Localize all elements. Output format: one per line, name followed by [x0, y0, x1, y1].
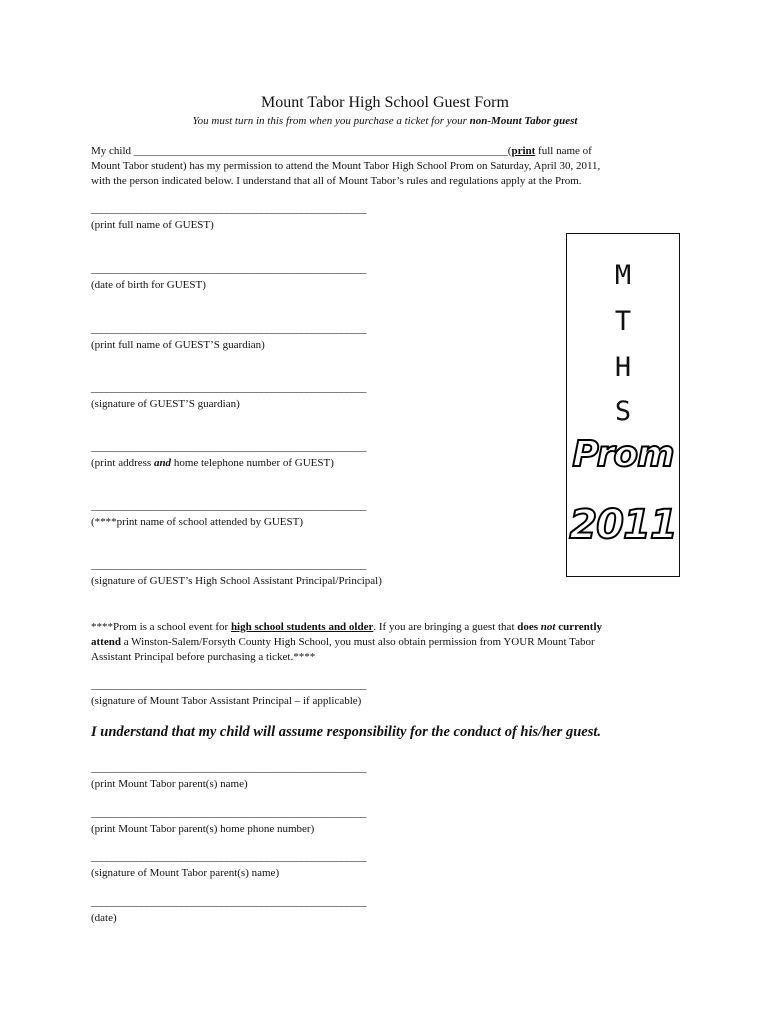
subtitle-emphasis: non-Mount Tabor guest [469, 115, 578, 127]
guardian-name-line[interactable]: _______________________________________________________ [91, 323, 366, 335]
mths-letter-s: S [614, 396, 632, 427]
guest-address-label [91, 457, 334, 469]
notice-bold-italic: not [540, 621, 556, 633]
permission-line-3: with the person indicated below. I understand that all of Mount Tabor’s rules and regulations apply at the Prom. [91, 175, 582, 187]
parent-phone-label: (print Mount Tabor parent(s) home phone number) [91, 823, 315, 835]
form-subtitle [0, 115, 770, 127]
guest-principal-signature-line[interactable]: _______________________________________________________ [91, 559, 366, 571]
address-label-and: and [153, 457, 172, 469]
notice-text: ****Prom is a school event for [91, 621, 231, 633]
mths-prom-2011-box [566, 233, 680, 577]
ap-signature-line[interactable]: _______________________________________________________ [91, 679, 366, 691]
permission-paragraph [91, 144, 691, 189]
permission-line-1-end: full name of [535, 145, 592, 157]
guardian-signature-label: (signature of GUEST’S guardian) [91, 398, 240, 410]
address-label-start: (print address [91, 457, 154, 469]
guest-name-label: (print full name of GUEST) [91, 219, 214, 231]
notice-bold-1: does [517, 621, 541, 633]
subtitle-text: You must turn in this from when you purchase a ticket for your [192, 115, 467, 127]
parent-name-label: (print Mount Tabor parent(s) name) [91, 778, 248, 790]
address-label-end: home telephone number of GUEST) [171, 457, 334, 469]
date-label: (date) [91, 912, 117, 924]
guest-address-line[interactable]: _______________________________________________________ [91, 441, 366, 453]
guardian-signature-line[interactable]: _______________________________________________________ [91, 382, 366, 394]
parent-signature-label: (signature of Mount Tabor parent(s) name) [91, 867, 280, 879]
permission-line-1 [91, 144, 691, 159]
permission-line-2: Mount Tabor student) has my permission to attend the Mount Tabor High School Prom on Saturday, April 30, 2011, [91, 160, 601, 172]
notice-attend: attend [91, 636, 121, 648]
responsibility-statement: I understand that my child will assume responsibility for the conduct of his/her guest. [91, 724, 601, 740]
guest-dob-label: (date of birth for GUEST) [91, 279, 206, 291]
parent-phone-line[interactable]: _______________________________________________________ [91, 807, 366, 819]
guest-school-line[interactable]: _______________________________________________________ [91, 500, 366, 512]
notice-line-2-rest: a Winston-Salem/Forsyth County High School, you must also obtain permission from YOUR Mount Tabor [120, 636, 595, 648]
mths-letter-m: M [614, 260, 632, 291]
guest-dob-line[interactable]: _______________________________________________________ [91, 263, 366, 275]
parent-signature-line[interactable]: _______________________________________________________ [91, 851, 366, 863]
guest-school-label: (****print name of school attended by GUEST) [91, 516, 304, 528]
guest-name-line[interactable]: _______________________________________________________ [91, 203, 366, 215]
print-emphasis: print [511, 145, 536, 157]
guest-eligibility-notice [91, 620, 691, 665]
date-line[interactable]: _______________________________________________________ [91, 896, 366, 908]
mths-letter-t: T [614, 306, 632, 337]
notice-underline: high school students and older [230, 621, 374, 633]
mths-letter-h: H [614, 352, 632, 383]
guest-principal-signature-label: (signature of GUEST’s High School Assistant Principal/Principal) [91, 575, 382, 587]
notice-bold-2: currently [555, 621, 603, 633]
notice-line-2 [91, 635, 691, 650]
form-title: Mount Tabor High School Guest Form [261, 94, 509, 111]
ap-signature-label: (signature of Mount Tabor Assistant Principal – if applicable) [91, 695, 362, 707]
notice-text-2: . If you are bringing a guest that [373, 621, 518, 633]
parent-name-line[interactable]: _______________________________________________________ [91, 762, 366, 774]
notice-line-3: Assistant Principal before purchasing a ticket.**** [91, 651, 316, 663]
notice-line-1 [91, 620, 691, 635]
child-name-blank[interactable]: My child ____________________________________________________________________( [91, 145, 512, 157]
guardian-name-label: (print full name of GUEST’S guardian) [91, 339, 265, 351]
year-word-art: 2011 [569, 502, 677, 548]
prom-word-art: Prom [572, 434, 674, 475]
